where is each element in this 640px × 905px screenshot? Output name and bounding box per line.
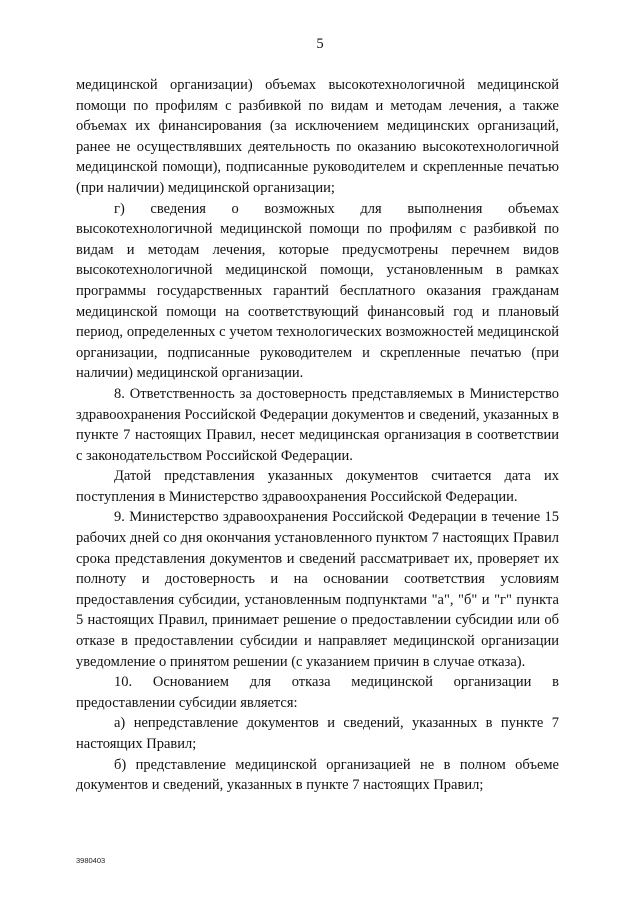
paragraph-continuation: медицинской организации) объемах высокотехнологичной медицинской помощи по профилям с разбивкой по видам и методам лечения, а также объемах их финансирования (за исключением медицинских организаций, ранее не осуществлявших деятельность по оказанию высокотехнологичной медицинской помощи), подписанные руководителем и скрепленные печатью (при наличии) медицинской организации; [76,77,559,196]
paragraph-subitem-g: г) сведения о возможных для выполнения объемах высокотехнологичной медицинской помощи по профилям с разбивкой по видам и методам лечения, которые предусмотрены перечнем видов высокотехнологичной медицинской помощи, установленным в рамках программы государственных гарантий бесплатного оказания гражданам медицинской помощи на соответствующий финансовый год и плановый период, определенных с учетом технологических возможностей медицинской организации, подписанные руководителем и скрепленные печатью (при наличии) медицинской организации. [76,200,559,382]
paragraph-submission-date: Датой представления указанных документов считается дата их поступления в Министерство здравоохранения Российской Федерации. [76,468,559,505]
paragraph-item-10: 10. Основанием для отказа медицинской организации в предоставлении субсидии является: [76,674,559,711]
paragraph-subitem-b: б) представление медицинской организацией не в полном объеме документов и сведений, указанных в пункте 7 настоящих Правил; [76,756,559,794]
paragraph-item-8: 8. Ответственность за достоверность представляемых в Министерство здравоохранения Российской Федерации документов и сведений, указанных в пункте 7 настоящих Правил, несет медицинская организация в соответствии с законодательством Российской Федерации. [76,385,559,464]
paragraph-item-9: 9. Министерство здравоохранения Российской Федерации в течение 15 рабочих дней со дня окончания установленного пунктом 7 настоящих Правил срока представления документов и сведений рассматривает их, проверяет их полноту и достоверность и на основании соответствия условиям предоставления субсидии, установленным подпунктами "а", "б" и "г" пункта 5 настоящих Правил, принимает решение о предоставлении субсидии или об отказе в предоставлении субсидии и направляет медицинской организации уведомление о принятом решении (с указанием причин в случае отказа). [76,509,559,670]
document-body [76,75,559,796]
document-code: 3980403 [76,856,106,865]
paragraph-subitem-a: а) непредставление документов и сведений, указанных в пункте 7 настоящих Правил; [76,715,559,752]
page-number: 5 [316,36,324,52]
